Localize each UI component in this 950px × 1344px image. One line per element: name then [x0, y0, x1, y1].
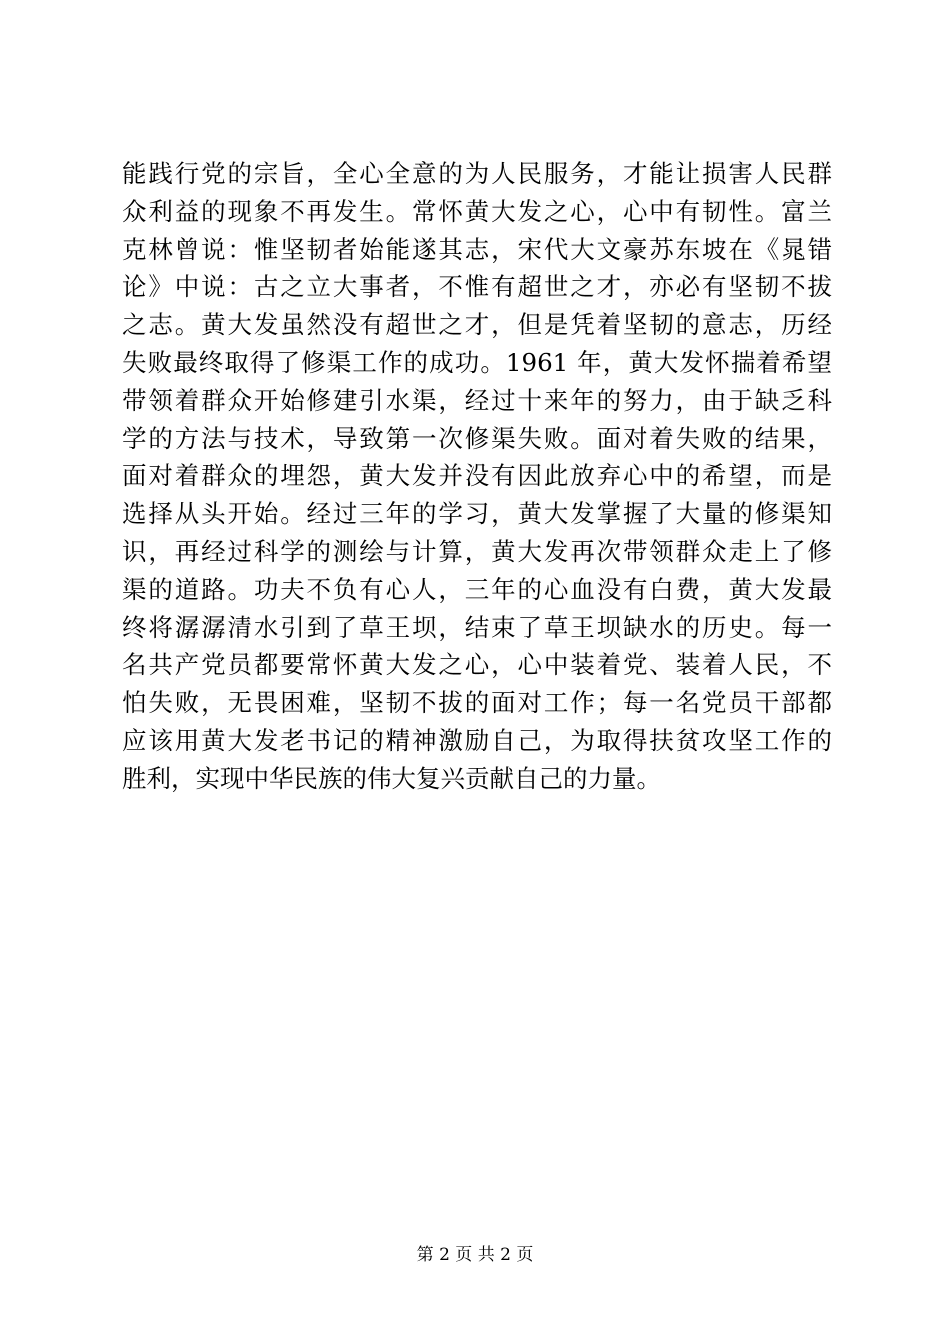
paragraph-line: 识，再经过科学的测绘与计算，黄大发再次带领群众走上了修	[122, 536, 832, 566]
paragraph-line: 面对着群众的埋怨，黄大发并没有因此放弃心中的希望，而是	[122, 461, 832, 491]
paragraph-line: 应该用黄大发老书记的精神激励自己，为取得扶贫攻坚工作的	[122, 725, 832, 755]
paragraph-line: 选择从头开始。经过三年的学习，黄大发掌握了大量的修渠知	[122, 499, 832, 529]
body-paragraph	[122, 155, 832, 798]
paragraph-line: 克林曾说：惟坚韧者始能遂其志，宋代大文豪苏东坡在《晁错	[122, 234, 832, 264]
paragraph-line: 胜利，实现中华民族的伟大复兴贡献自己的力量。	[122, 763, 661, 793]
paragraph-line: 论》中说：古之立大事者，不惟有超世之才，亦必有坚韧不拔	[122, 272, 832, 302]
paragraph-line: 学的方法与技术，导致第一次修渠失败。面对着失败的结果，	[122, 423, 832, 453]
page-number-footer: 第 2 页 共 2 页	[416, 1245, 534, 1265]
paragraph-line: 众利益的现象不再发生。常怀黄大发之心，心中有韧性。富兰	[122, 196, 832, 226]
paragraph-line: 能践行党的宗旨，全心全意的为人民服务，才能让损害人民群	[122, 159, 832, 188]
paragraph-line: 渠的道路。功夫不负有心人，三年的心血没有白费，黄大发最	[122, 574, 832, 604]
paragraph-line: 名共产党员都要常怀黄大发之心，心中装着党、装着人民，不	[122, 650, 832, 680]
paragraph-line: 之志。黄大发虽然没有超世之才，但是凭着坚韧的意志，历经	[122, 310, 832, 340]
paragraph-line: 失败最终取得了修渠工作的成功。1961 年，黄大发怀揣着希望	[122, 347, 832, 377]
paragraph-line: 带领着群众开始修建引水渠，经过十来年的努力，由于缺乏科	[122, 385, 832, 415]
paragraph-line: 终将潺潺清水引到了草王坝，结束了草王坝缺水的历史。每一	[122, 612, 832, 642]
paragraph-line: 怕失败，无畏困难，坚韧不拔的面对工作；每一名党员干部都	[122, 688, 832, 718]
